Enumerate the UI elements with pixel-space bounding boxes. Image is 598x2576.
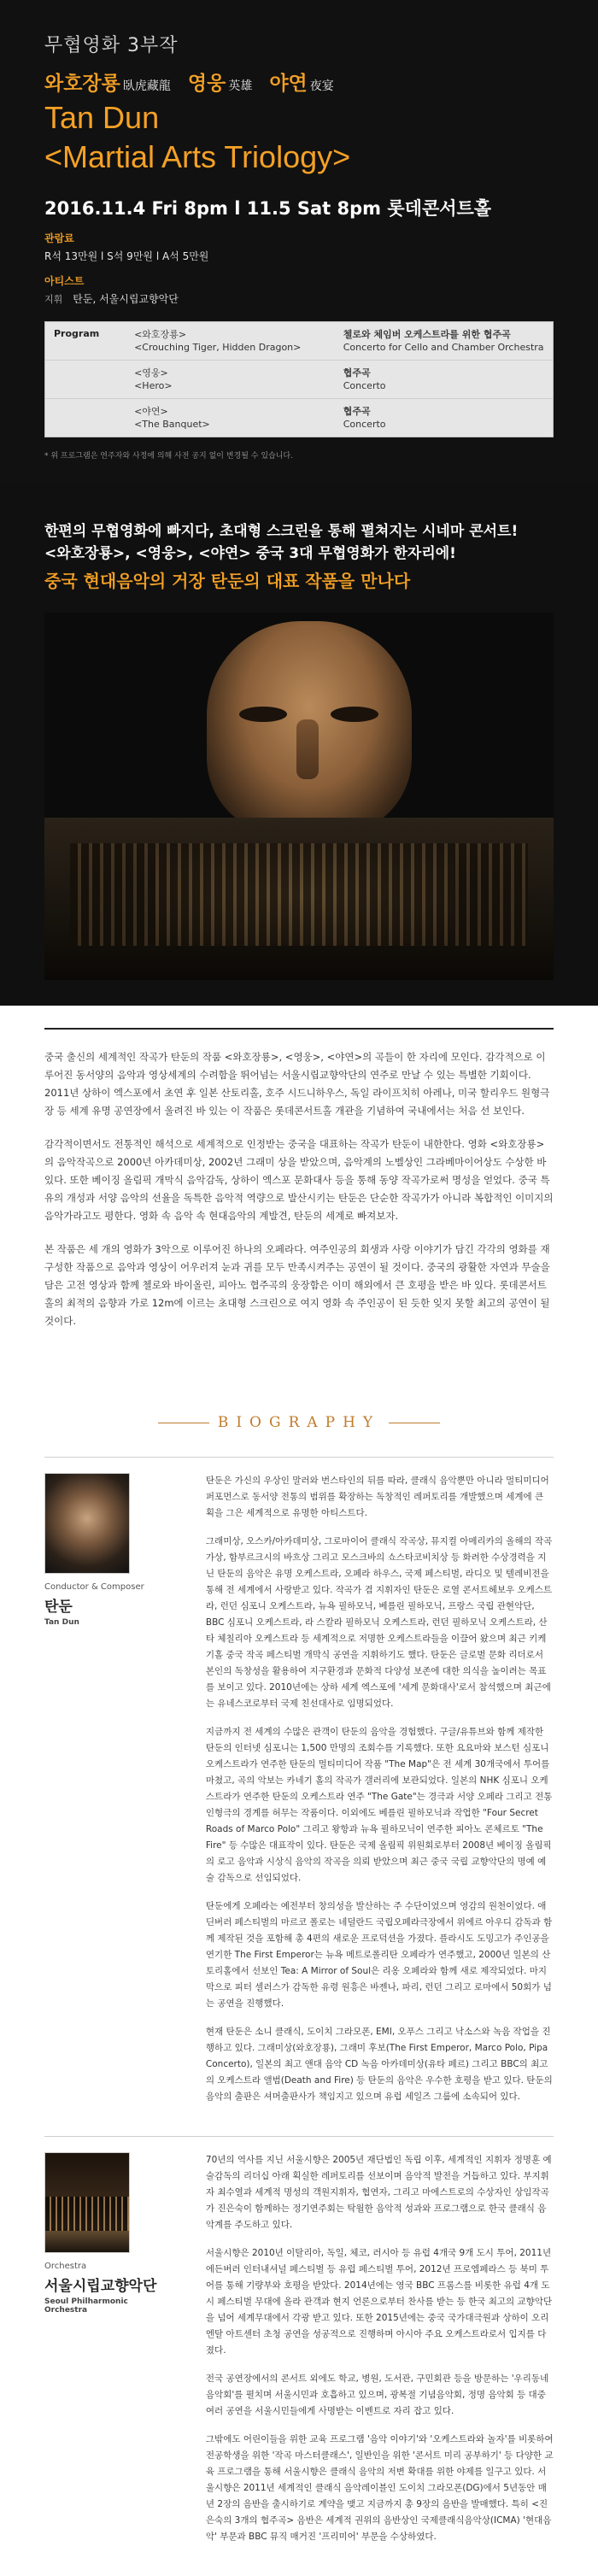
english-title-line1: Tan Dun	[44, 100, 160, 135]
title-banquet: 야연	[269, 73, 308, 95]
biography-header	[0, 1380, 598, 1457]
program-title: 협주곡 Concerto	[343, 406, 386, 430]
bio-paragraph: 그래미상, 오스카/아카데미상, 그로마이어 클래식 작곡상, 뮤지컬 아메리카의 올해의 작곡가상, 함부르크시의 바흐상 그리고 모스크바의 쇼스타코비치상 등 화려한 수상경력을 지닌 탄둔의 음악은 유명 오케스트라, 오페라 하우스, 국제 페스티벌, 라디오 및 텔레비전을 통해 전 세계에서 사랑받고 있다. 작곡가 겸 지휘자인 탄둔은 로열 콘서트헤보우 오케스트라, 런던 심포니 오케스트라, 뉴욕 필하모닉, 베를린 필하모닉, 프랑스 국립 관현악단, BBC 심포니 오케스트라, 라 스칼라 필하모닉 오케스트라, 런던 필하모닉 오케스트라, 산타 체칠리아 오케스트라 등 세계적으로 저명한 오케스트라들을 이끌어 왔으며 최근 키케기홀 중국 작곡 페스티벌 개막식 공연을 지휘하기도 했다. 탄둔은 글로벌 문화 리더로서 본인의 독창성을 활용하여 지구환경과 문화적 다양성 보존에 대한 의식을 높이려는 목표를 보이고 있다. 2010년에는 상하 세계 엑스포에 '세계 문화대사'로서 참석했으며 최근에는 유네스코로부터 국제 친선대사로 임명되었다.	[205, 1536, 553, 1709]
bio-paragraph: 현재 탄둔은 소니 클래식, 도이치 그라모폰, EMI, 오푸스 그리고 낙소스와 녹음 작업을 진행하고 있다. 그래미상(와호장룡), 그래미 후보(The First Emperor, Marco Polo, Pipa Concerto), 일본의 최고 앤대 음악 CD 녹음 아카데미상(유타 페르) 그리고 BBC의 최고의 오케스트라 앨범(Death and Fire) 등 탄둔의 음악은 우수한 호평을 받고 있다. 탄둔의 음악의 출판은 셔머출판사가 책임지고 있으며 유럽 세일즈 그룹에 소속되어 있다.	[205, 2027, 553, 2102]
title-hero: 영웅	[187, 73, 226, 95]
orchestra-name: 서울시립교향악단	[44, 2278, 157, 2295]
program-footnote: * 위 프로그램은 연주자와 사정에 의해 사전 공지 없이 변경될 수 있습니다.	[44, 452, 293, 461]
intro-paragraph: 중국 출신의 세계적인 작곡가 탄둔의 작품 <와호장룡>, <영웅>, <야연>의 곡들이 한 자리에 모인다. 감각적으로 이루어진 동서양의 음악과 영상세계의 수려함을 뛰어넘는 서울시립교향악단의 연주로 만날 수 있는 특별한 기회이다. 2011년 상하이 엑스포에서 초연 후 일본 산토리홀, 호주 시드니하우스, 독일 라이프치히 아레나, 미국 할리우드 원형극장 등 세계 유명 공연장에서 울려진 바 있는 이 작품은 롯데콘서트홀 개관을 기념하여 국내에서는 처음 선 보인다.	[44, 1051, 550, 1117]
price-value: R석 13만원 l S석 9만원 l A석 5만원	[44, 250, 209, 262]
title-hero-hanja: 英雄	[228, 79, 253, 93]
date-venue: 2016.11.4 Fri 8pm l 11.5 Sat 8pm 롯데콘서트홀	[44, 198, 492, 219]
orchestra-photo	[44, 2152, 130, 2253]
conductor-role: Conductor & Composer	[44, 1582, 144, 1592]
bio-paragraph: 전국 공연장에서의 콘서트 외에도 학교, 병원, 도서관, 구민회관 등을 방문하는 '우리동네 음악회'를 펼치며 서울시민과 호흡하고 있으며, 광복절 기념음악회, 정명 음악회 등 대중 여러 공연을 서울시민들에게 사명받는 이벤트로 자리 잡고 있다.	[205, 2374, 549, 2416]
title-crouching-tiger-hanja: 臥虎藏龍	[122, 79, 171, 93]
intro-headline-2: <와호장룡>, <영웅>, <야연> 중국 3대 무협영화가 한자리에!	[44, 545, 456, 562]
orchestra-players	[70, 843, 528, 946]
orchestra-role: Orchestra	[44, 2262, 87, 2271]
title-crouching-tiger: 와호장룡	[44, 73, 120, 95]
conductor-name: 탄둔	[44, 1599, 73, 1616]
bio-conductor	[0, 1458, 598, 2136]
bio-paragraph: 탄둔에게 오페라는 예전부터 창의성을 발산하는 주 수단이었으며 영감의 원천이었다. 애딘버러 페스티벌의 마르코 폴로는 네덜란드 국립오페라극장에서 위에르 아우디 감독과 함께 제작된 것을 포함해 총 4편의 새로운 프로덕션을 가졌다. 플라시도 도밍고가 주인공을 연기한 The First Emperor는 뉴욕 메트로폴리탄 오페라가 연주했고, 2000년 일본의 산토리홀에서 선보인 Tea: A Mirror of Soul은 리옹 오페라와 함께 새로 제작되었다. 마지막으로 피터 셀러스가 감독한 유령 원흥은 바젠나, 파리, 런던 그리고 로마에서 50회가 넘는 공연을 진행했다.	[205, 1901, 553, 2009]
program-title: 협주곡 Concerto	[343, 367, 386, 391]
english-title-line2: <Martial Arts Triology>	[44, 139, 351, 174]
artist-label: 아티스트	[44, 275, 85, 287]
intro-headline-1: 한편의 무협영화에 빠지다, 초대형 스크린을 통해 펼쳐지는 시네마 콘서트!	[44, 523, 519, 540]
divider-rule	[44, 1028, 554, 1030]
bio-paragraph: 서울시향은 2010년 이탈리아, 독일, 체코, 러시아 등 유럽 4개국 9개 도시 투어, 2011년 에든버러 인터내셔널 페스티벌 등 유럽 페스티벌 투어, 2012년 프로엠페라스 등 북미 투어를 통해 기량부와 호평을 받았다. 2014년에는 영국 BBC 프롬스를 비롯한 유럽 4개 도시 페스티벌 무대에 올라 관객과 현지 언론으로부터 찬사를 받는 등 한국 최고의 교향악단을 넘어 세계무대에서 각광 받고 있다. 또한 2015년에는 중국 국가대극원과 상하이 오리엔탈 아트센터 초청 공연을 성공적으로 진행하며 아시아 주요 오케스트라로서 입지를 다졌다.	[205, 2248, 553, 2356]
program-label: Program	[54, 328, 100, 339]
eyebrow-title: 무협영화 3부작	[44, 35, 179, 56]
intro-paragraph: 본 작품은 세 개의 영화가 3악으로 이루어진 하나의 오페라다. 여주인공의 회생과 사랑 이야기가 담긴 각각의 영화를 재구성한 작품으로 음악과 영상이 어우러져 눈과 귀를 모두 만족시켜주는 공연이 될 것이다. 중국의 광활한 자연과 무술을 담은 고전 영상과 함께 첼로와 바이올린, 피아노 협주곡의 웅장함은 이미 해외에서 큰 호평을 받은 바 있다. 롯데콘서트홀의 최적의 음향과 가로 12m에 이르는 초대형 스크린으로 여지 영화 속 주인공이 된 듯한 잊지 못할 최고의 공연이 될 것이다.	[44, 1243, 550, 1327]
conductor-name-en: Tan Dun	[44, 1618, 79, 1627]
program-row	[45, 399, 553, 437]
intro-paragraph: 감각적이면서도 전통적인 해석으로 세계적으로 인정받는 중국을 대표하는 작곡가 탄둔이 내한한다. 영화 <와호장룡>의 음악작곡으로 2000년 아카데미상, 2002년 그래미 상을 받았으며, 음악계의 노벨상인 그라베마이어상도 수상한 바 있다. 또한 베이징 올림픽 개막식 음악감독, 상하이 엑스포 문화대사 등을 통해 동양 작곡가로써 명성을 얻었다. 중국 특유의 개성과 서양 음악의 선율을 독특한 음악적 역량으로 발산시키는 탄둔은 단순한 작곡가가 아니라 복합적인 이미지의 음악가라고도 평한다. 영화 속 음악 속 현대음악의 계발견, 탄둔의 세계로 빠져보자.	[44, 1138, 554, 1222]
program-work: <야연> <The Banquet>	[134, 406, 210, 430]
orchestra-name-en: Seoul Philharmonic Orchestra	[44, 2297, 128, 2315]
program-work: <영웅> <Hero>	[134, 367, 173, 391]
artist-value: 탄둔, 서울시립교향악단	[73, 293, 179, 305]
price-label: 관람료	[44, 232, 74, 244]
conductor-photo	[44, 1473, 130, 1574]
bio-paragraph: 그밖에도 어린이들을 위한 교육 프로그램 '음악 이야기'와 '오케스트라와 놀자'를 비롯하여 전공학생을 위한 '작곡 마스터클래스', 일반인을 위한 '콘서트 미리 공부하기' 등 다양한 교육 프로그램을 통해 서울시향은 클래식 음악의 저변 확대를 위한 야제를 일구고 있다. 서울시향은 2011년 세계적인 클래식 음악레이블인 도이치 그라모폰(DG)에서 5년동안 매년 2장의 음반을 출시하기로 계약을 맺고 지금까지 총 9장의 음반을 발매했다. 특히 <진은숙의 3개의 협주곡> 음반은 세계적 권위의 음반상인 국제클래식음악상(ICMA) '현대음악' 부문과 BBC 뮤직 매거진 '프리미어' 부문을 수상하였다.	[205, 2434, 554, 2542]
program-title: 첼로와 체임버 오케스트라를 위한 협주곡 Concerto for Cello and Chamber Orchestra	[343, 329, 544, 353]
artist-key: 지휘	[44, 294, 63, 305]
bio-orchestra	[0, 2137, 598, 2576]
bio-paragraph: 70년의 역사를 지닌 서울시향은 2005년 재단법인 독립 이후, 세계적인 지휘자 정명훈 예술감독의 리더십 아래 획실한 레퍼토리를 선보이며 음악적 발전을 거듭하고 있다. 부지휘자 최수열과 세계적 명성의 객원지휘자, 협연자, 그리고 마에스트로의 수상자인 상임작곡가 진은숙이 함께하는 정기연주회는 탁월한 음악적 성과와 프로그램으로 한국 클래식 음악계를 주도하고 있다.	[205, 2155, 552, 2230]
program-work: <와호장룡> <Crouching Tiger, Hidden Dragon>	[134, 329, 302, 353]
intro-body	[0, 1006, 598, 1380]
intro-headline-3: 중국 현대음악의 거장 탄둔의 대표 작품을 만나다	[44, 571, 411, 591]
biography-title: BIOGRAPHY	[217, 1414, 381, 1431]
intro-section	[0, 483, 598, 1006]
program-row	[45, 361, 553, 399]
program-table	[44, 321, 554, 437]
bio-paragraph: 지금까지 전 세계의 수많은 관객이 탄둔의 음악을 경험했다. 구글/유튜브와 함께 제작한 탄둔의 인터넷 심포니는 1,500 만명의 조회수를 기록했다. 또한 요요마와 보스턴 심포니 오케스트라가 연주한 탄둔의 멀티미디어 작품 "The Map"은 전 세계 30개국에서 투어를 마쳤고, 곡의 악보는 카네기 홀의 작곡가 갤러리에 보관되었다. 일본의 NHK 심포니 오케스트라가 연주한 탄둔의 오케스트라 연주 "The Gate"는 경극과 서양 오페라 그리고 전통 인형극의 경계를 허무는 작품이다. 이외에도 베를린 필하모닉과 작업한 "Four Secret Roads of Marco Polo" 그리고 왕항과 뉴욕 필하모닉이 연주한 피아노 콘체르토 "The Fire" 등 수많은 대표작이 있다. 탄둔은 국제 올림픽 위원회로부터 2008년 베이징 올림픽의 로고 음악과 시상식 음악의 작곡을 의뢰 받았으며 최근 중국 국립 교향악단의 명예 예술 감독으로 선임되었다.	[205, 1727, 553, 1883]
title-banquet-hanja: 夜宴	[309, 79, 334, 93]
korean-titles	[44, 67, 554, 96]
program-row	[45, 322, 553, 361]
bio-paragraph: 탄둔은 가신의 우상인 말러와 번스타인의 뒤를 따라, 클래식 음악뿐만 아니라 멀티미디어 퍼포먼스로 동서양 전통의 범위를 확장하는 독창적인 레퍼토리를 개발했으며 세계에 큰 획을 그은 세계적으로 유명한 아티스트다.	[205, 1476, 549, 1518]
hero-section	[0, 0, 598, 483]
concert-stage-image	[44, 613, 554, 980]
artist-info	[44, 291, 554, 306]
